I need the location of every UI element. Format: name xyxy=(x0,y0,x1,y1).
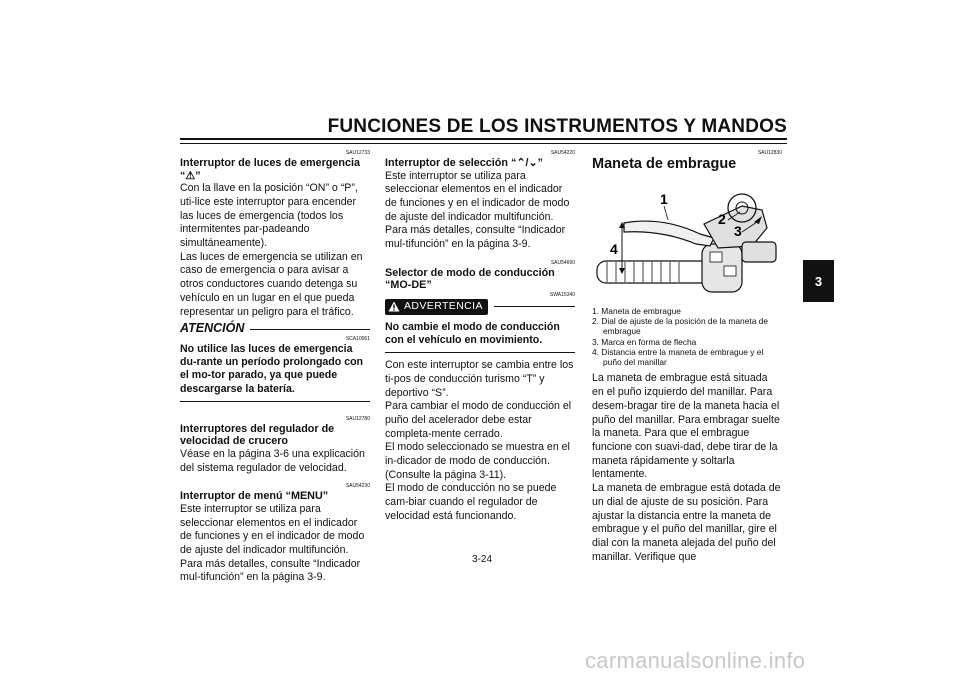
warning-rule xyxy=(494,306,575,307)
section-code: SAU54220 xyxy=(550,150,575,156)
section-code: SAU54690 xyxy=(550,259,575,266)
warning-end-rule xyxy=(385,352,575,353)
warning-code: SWA15340 xyxy=(549,292,575,298)
caution-code: SCA10061 xyxy=(345,335,370,342)
warning-badge xyxy=(385,299,488,315)
legend-item: 2. Dial de ajuste de la posición de la maneta de embrague xyxy=(592,316,768,337)
section-heading-clutch: Maneta de embrague xyxy=(592,156,737,172)
section-heading-cruise: Interruptores del regulador de velocidad de crucero xyxy=(180,422,335,448)
figure-legend xyxy=(592,306,782,368)
paragraph: El modo seleccionado se muestra en el in-dicador de modo de conducción. (Consulte la página 3-11). xyxy=(385,441,570,481)
page-number: 3-24 xyxy=(472,554,493,565)
paragraph: La maneta de embrague está dotada de un dial de ajuste de su posición. Para ajustar la distancia entre la maneta de embrague y el puño del manillar, gire el dial con la maneta alejada del puño del manillar. Verifique que xyxy=(592,482,781,563)
section-code: SAU12780 xyxy=(345,415,370,422)
page-title: FUNCIONES DE LOS INSTRUMENTOS Y MANDOS xyxy=(327,116,787,137)
caution-end-rule xyxy=(180,401,370,402)
paragraph: El modo de conducción no se puede cam-biar cuando el regulador de velocidad está funcionando. xyxy=(385,482,557,522)
legend-item: 1. Maneta de embrague xyxy=(592,305,681,316)
section-heading-select: Interruptor de selección “⌃/⌄” xyxy=(385,157,543,169)
clutch-lever-figure xyxy=(592,176,782,306)
section-heading-menu: Interruptor de menú “MENU” xyxy=(180,490,329,503)
caution-header xyxy=(180,322,370,336)
warning-label: ADVERTENCIA xyxy=(404,300,483,312)
legend-item: 4. Distancia entre la maneta de embrague y el puño del manillar xyxy=(592,346,764,368)
column-3 xyxy=(592,150,782,564)
paragraph: Este interruptor se utiliza para seleccionar elementos en el indicador de funciones y en el indicador de modo de ajuste del indicador multifunción. xyxy=(385,169,570,223)
paragraph: Para cambiar el modo de conducción el puño del acelerador debe estar completa-mente cerrado. xyxy=(385,400,572,440)
paragraph: La maneta de embrague está situada en el puño izquierdo del manillar. Para desem-bragar tire de la maneta hacia el puño del manillar. Para embragar suelte la maneta. Para que el embrague funcione con suavi-dad, debe tirar de la maneta rápidamente y soltarla lentamente. xyxy=(592,372,780,481)
paragraph: Para más detalles, consulte “Indicador mul-tifunción” en la página 3-9. xyxy=(385,224,566,251)
header-rule-thick xyxy=(180,138,787,140)
caution-text: No utilice las luces de emergencia du-rante un período prolongado con el mo-tor parado, ya que puede descargarse la batería. xyxy=(180,342,364,395)
legend-item: 3. Marca en forma de flecha xyxy=(592,336,697,347)
paragraph: Este interruptor se utiliza para seleccionar elementos en el indicador de funciones y en el indicador de modo de ajuste del indicador multifunción. xyxy=(180,502,365,557)
section-heading-hazard: Interruptor de luces de emergencia “⚠” xyxy=(180,157,361,182)
paragraph: Para más detalles, consulte “Indicador mul-tifunción” en la página 3-9. xyxy=(180,557,361,584)
paragraph: Véase en la página 3-6 una explicación del sistema regulador de velocidad. xyxy=(180,447,365,474)
section-code: SAU12733 xyxy=(345,150,370,156)
caution-label: ATENCIÓN xyxy=(180,321,245,336)
section-heading-mode: Selector de modo de conducción “MO-DE” xyxy=(385,266,555,292)
paragraph: Con este interruptor se cambia entre los ti-pos de conducción turismo “T” y deportivo “S”. xyxy=(385,359,574,399)
warning-text: No cambie el modo de conducción con el vehículo en movimiento. xyxy=(385,320,560,346)
callout-3: 3 xyxy=(734,222,742,239)
paragraph: Con la llave en la posición “ON” o “P”, uti-lice este interruptor para encender las luces de emergencia (todos los intermitentes par-padeando simultáneamente). xyxy=(180,182,358,249)
column-2 xyxy=(385,150,575,524)
section-code: SAU12830 xyxy=(757,150,782,156)
callout-1: 1 xyxy=(660,190,668,207)
callout-2: 2 xyxy=(718,210,726,227)
paragraph: Las luces de emergencia se utilizan en caso de emergencia o para avisar a otros conductores cuando detenga su vehículo en un lugar en el que pueda representar un peligro para el tráfico. xyxy=(180,250,363,318)
section-code: SAU54230 xyxy=(345,483,370,490)
header-rule-thin xyxy=(180,143,787,144)
callout-4: 4 xyxy=(610,240,618,257)
warning-header xyxy=(385,299,575,315)
watermark: carmanualsonline.info xyxy=(585,648,806,673)
chapter-tab: 3 xyxy=(803,260,834,302)
warning-triangle-icon xyxy=(388,301,400,312)
caution-rule xyxy=(250,329,370,330)
column-1 xyxy=(180,150,370,585)
